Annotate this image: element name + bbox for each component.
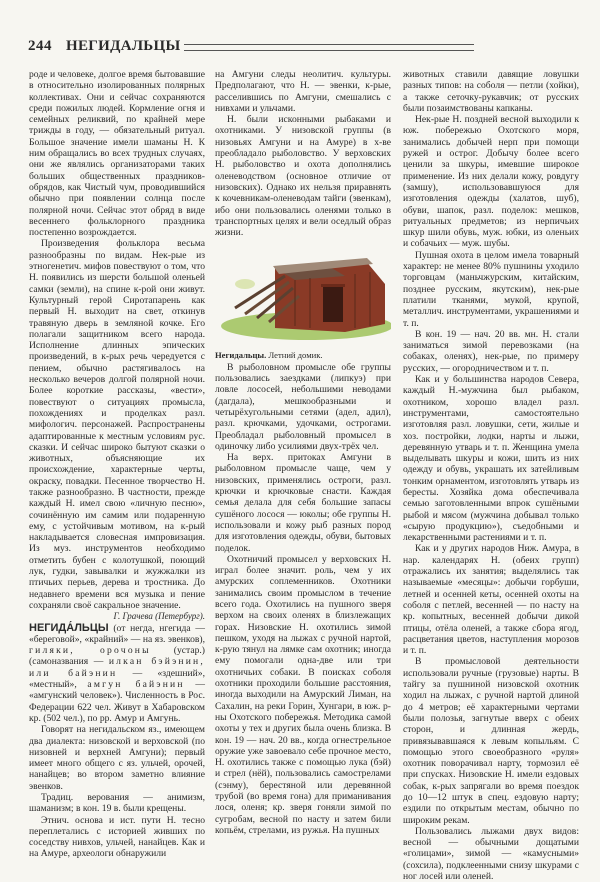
paragraph: Нек-рые Н. поздней весной выходили к юж. побережью Охотского моря, занимались добычей нерп при помощи ружей и острог. Добычу более всего ценили за шкуры, имевшие широкое применение. Из них делали кожу, ровдугу (замшу), использовавшуюся для изготовления одежды (халатов, шуб), обуви, шапок, разл. поделок: мешков, ритуальных предметов; из нерпичьих шкур шили обувь, муж. юбки, из оленьих и собачьих — муж. шубы. [403,114,579,250]
column-3 [403,69,579,882]
paragraph: животных ставили давящие ловушки разных типов: на соболя — петли (хойки), а также сеточку-рукавчик; от русских были позаимствованы капканы. [403,69,579,114]
paragraph: Произведения фольклора весьма разнообразны по видам. Нек-рые из этногенетич. мифов повествуют о том, что Н. появились из шерсти большой оленьей самки (земли), на спине к-рой они живут. Культурный герой Сиротапарень как первый Н. выходит на свет, откинув травяную дверь в земляной кочке. Его полагали защитником всего народа. Исполнение длинных эпических произведений, в к-рых речь чередуется с пением, обычно растягивалось на несколько вечеров долгой полярной ночи. Более короткие рассказы, «вести», повествуют о ситуациях промысла, похождениях и проделках разл. мифологич. персонажей. Распространены адаптированные к местным условиям рус. сказки. И сейчас широко бытуют сказки о животных, объясняющие их происхождение, характерные черты, окраску, повадки. Песенное творчество Н. также разнообразно. В частности, прежде каждый Н. имел свою «личную песню», сочинённую им самим или подаренную ему, с устойчивым мотивом, на к-рый накладывается словесная импровизация. Из муз. инструментов необходимо отметить бубен с колотушкой, поющий лук, гудки, завывалки и жужжалки из птичьих перьев, дерева и тростника. До недавнего времени вся музыка и пение сохраняли своё сакральное значение. [29,238,205,611]
paragraph: Традиц. верования — анимизм, шаманизм; в кон. 19 в. были крещены. [29,792,205,815]
page-header [28,37,474,55]
author-signature: Г. Грачева (Петербург). [113,611,205,622]
paragraph: Говорят на негидальском яз., имеющем два диалекта: низовской и верховской (по низовней и верхней Амгуни); первый имеет много общего с яз. ульчей, орочей, нанайцев; во втором заметно влияние эвенков. [29,724,205,792]
paragraph: Охотничий промысел у верховских Н. играл более значит. роль, чем у их амурских соплеменников. Охотники занимались своим промыслом в течение всего года. Охотились на пушного зверя верхом на своих оленях в близлежащих горах. Низовские Н. охотились зимой пешком, уходя на лыжах с ручной нартой, к-рую тянул на лямке сам охотник; иногда ему помогали одна-две или три охотничьих собаки. В поисках соболя охотники проходили большие расстояния, иногда выходили на Амурский Лиман, на Сахалин, на реки Горин, Хунгари, в юж. р-ны Охотского побережья. Методика самой охоты у тех и других была очень близка. В кон. 19 — нач. 20 вв., когда огнестрельное оружие уже завоевало себе прочное место, Н. охотились также с помощью лука (бэй) и стрел (нёй), пользовались самострелами (сэнму), берестяной или деревянной трубой (во время гона) для приманивания лося, оленя; кр. зверя гоняли зимой по сугробам, весной по насту и затем били копьём, стрелами, из ружья. На пушных [215,553,391,836]
entry-paragraph: НЕГИДА́ЛЬЦЫ (от негда, нгегида — «береговой», «крайний» — на яз. эвенков), гиляки, орочоны (устар.) (самоназвания — илкан бэйэнин, или байэнин — «здешний», «местный», амгун байэнин — «амгунский человек»). Численность в Рос. Федерации 622 чел. Живут в Хабаровском кр. (502 чел.), по рр. Амур и Амгунь. [29,621,205,724]
summer-house-illustration [215,246,391,346]
paragraph: На верх. притоках Амгуни в рыболовном промысле чаще, чем у низовских, применялись остроги, разл. крючки и крючковые снасти. Каждая семья делала для себя большие запасы сушёного лосося — юколы; обе группы Н. использовали и кожу рыб разных пород для изготовления одежды, обуви, бытовых поделок. [215,452,391,554]
paragraph: Пушная охота в целом имела товарный характер: не менее 80% пушнины уходило торговцам (маньчжурским, китайским, позднее русским, якутским), нек-рые платили тканями, мукой, крупой, металлич. инструментами, украшениями и т. п. [403,249,579,329]
hut-image [215,246,391,346]
header-rule [184,44,474,51]
paragraph: на Амгуни следы неолитич. культуры. Предполагают, что Н. — эвенки, к-рые, расселившись по Амгуни, смешались с нивхами и ульчами. [215,69,391,114]
running-title: НЕГИДАЛЬЦЫ [66,37,181,54]
column-1 [29,69,205,860]
paragraph: роде и человеке, долгое время бытовавшие в относительно изолированных полярных коллективах. Они и сейчас сохраняются среди пожилых людей. Кормление огня и семейных реликвий, по крайней мере трижды в году, — обязательный ритуал. Большое значение имели шаманы Н. К ним обращались во всех трудных случаях, они же являлись организаторами таких больших общественных праздников-обрядов, как Чистый чум, проводившийся обычно при появлении солнца после полярной ночи. Сейчас этот обряд в виде весеннего фольклорного праздника постепенно возрождается. [29,69,205,239]
page-number: 244 [28,37,52,54]
paragraph: Н. были исконными рыбаками и охотниками. У низовской группы (в низовьях Амгуни и на Амуре) в х-ве преобладало рыболовство. У верховских Н. рыболовство и охота дополнялись оленеводством (основное отличие от низовских). Однако их нельзя приравнять к кочевникам-оленеводам тайги (эвенкам), ибо они пользовались оленями только в транспортных целях и вели оседлый образ жизни. [215,114,391,239]
figure-caption: Негидальцы. Летний домик. [215,350,323,361]
paragraph: Пользовались лыжами двух видов: весной — обычными дощатыми «голицами», зимой — «камусными» (сохсила), подклеенными снизу шкурами с ног лосей или оленей. [403,825,579,882]
paragraph: Как и у других народов Ниж. Амура, в нар. календарях Н. (обеих групп) отражались их занятия; выделялись так называемые «месяцы»: добычи горбуши, летней и осенней кеты, осенней охоты на соболя с петлей, весенней — по насту на кр. копытных, весенней добычи дикой птицы, отёла оленей, а также сбора ягод, расцветания цветов, наступления морозов и т. п. [403,543,579,657]
column-2 [215,69,391,836]
entry-headword: НЕГИДА́ЛЬЦЫ [29,621,109,634]
paragraph: В рыболовном промысле обе группы пользовались заездками (липкуэ) при ловле лососей, небольшими неводами (дагдала), мешкообразными и четырёхугольными сетями (адел, адил), разл. крючками, удочками, острогами. Преобладал рыболовный промысел в одиночку либо усилиями двух-трёх чел. [215,361,391,452]
paragraph: Этнич. основа и ист. пути Н. тесно переплетались с историей живших по соседству нивхов, ульчей, нанайцев. Как и на Амуре, археологи обнаружили [29,814,205,860]
paragraph: В промысловой деятельности использовали ручные (грузовые) нарты. В тайгу за пушниной низовской охотник ходил на лыжах, с ручной нартой длиной до 4 метров; её характерными чертами были полозья, загнутые вверх с обеих сторон, и длинная жердь, привязывавшаяся к левым копыльям. С помощью этого своеобразного «руля» охотник поворачивал нарту, тормозил её при спусках. Низовские Н. имели ездовых собак, к-рых запрягали во время поездок до 10—12 штук в спец. ездовую нарту; ездили по открытым местам, обычно по широким рекам. [403,656,579,826]
paragraph: Как и у большинства народов Севера, каждый Н.-мужчина был рыбаком, охотником, хорошо владел разл. инструментами, самостоятельно изготовляя разл. ловушки, сети, жилые и хоз. постройки, лодки, нарты и лыжи, деревянную утварь и т. п. Женщина умела выделывать шкуры и кожи, шить из них одежду и обувь, украшать их затейливым тонким орнаментом, изготовлять утварь из бересты. Хозяйка дома обеспечивала семью заготовленными впрок сушёными рыбой и мясом (мужчина добывал только «сырую продукцию»), съедобными и лекарственными растениями и т. п. [403,374,579,544]
paragraph: В кон. 19 — нач. 20 вв. мн. Н. стали заниматься зимой перевозками (на собаках, оленях), нек-рые, по примеру русских, — огородничеством и т. п. [403,328,579,374]
